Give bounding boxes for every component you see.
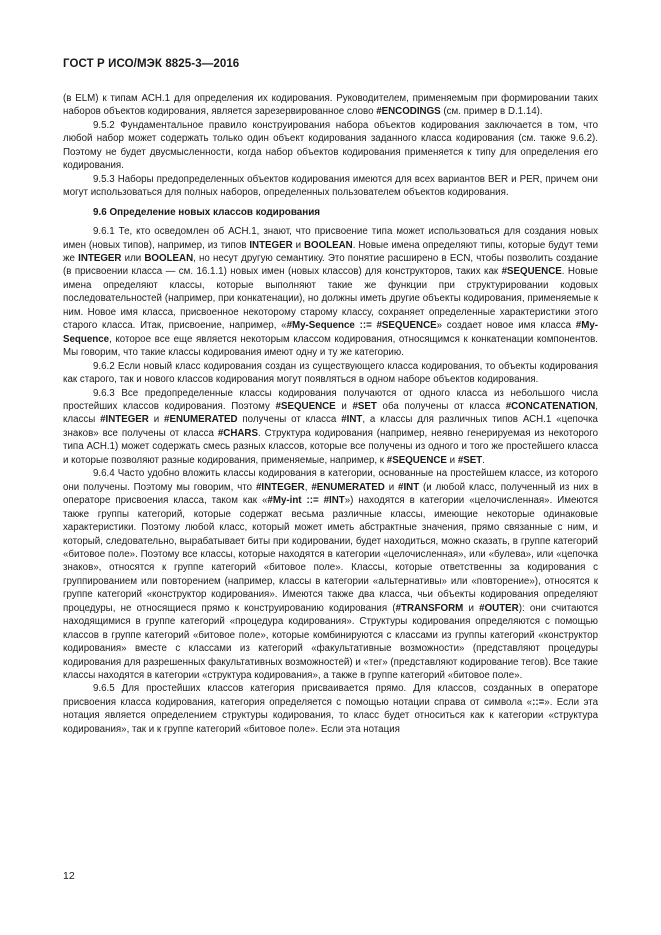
keyword-text: #ENUMERATED — [164, 414, 238, 426]
text-run: (и любой класс, полученный из них в операторе присвоения класса, таком как « — [63, 481, 598, 507]
paragraph-p964 — [63, 467, 598, 682]
text-run: . — [482, 454, 485, 466]
text-run: ». Если эта нотация является определением структуры кодирования, то класс будет относиться как к категории «структура кодирования», так и к группе категорий «битовое поле». Если эта нотация — [63, 696, 598, 735]
text-run: (в ELM) к типам АСН.1 для определения их кодирования. Руководителем, применяемым при формировании таких наборов объектов кодирования, является зарезервированное слово — [63, 93, 598, 118]
keyword-text: #CHARS — [217, 427, 258, 439]
document-header: ГОСТ Р ИСО/МЭК 8825-3—2016 — [63, 58, 240, 70]
keyword-text: #OUTER — [479, 602, 519, 614]
keyword-text: #ENCODINGS — [376, 106, 441, 118]
keyword-text: BOOLEAN — [144, 252, 194, 264]
text-run: ») находятся в категории «целочисленная». Имеются также группы категорий, которые содержат весьма различные классы, имеющие некоторые одинаковые характеристики. Поэтому любой класс, который может иметь абстрактные значения, прямо связанные с ним, и который, следовательно, вырабатывает биты при кодировании, будет находиться, можно сказать, в группе категорий «битовое поле». Поэтому все классы, которые находятся в категории «целочисленная», или «булева», или «цепочка знаков», относятся к группе категорий «битовое поле». Классы, которые ответственны за кодирования с группированием или повторением (например, классы в категории «альтернативы» или «повторение»), относятся к группе категорий «конструктор кодирования». Имеются также два класса, чьи объекты кодирования определяют процедуры, не относящиеся прямо к конструированию кодирования ( — [63, 495, 599, 614]
keyword-text: #SEQUENCE — [386, 454, 447, 466]
text-run: 9.5.2 Фундаментальное правило конструирования набора объектов кодирования заключается в том, что любой набор может содержать только один объект кодирования заданного класса кодирования (см. также 9.6.2). Поэтому не будет двусмысленности, когда набор объектов кодирования применяется к типу для определения его кодирования. — [63, 119, 598, 172]
text-run: оба получены от класса — [376, 400, 506, 412]
text-run: , классы — [63, 400, 598, 426]
keyword-text: #CONCATENATION — [505, 400, 596, 412]
keyword-text: #INT — [398, 481, 420, 493]
text-run: получены от класса — [237, 414, 342, 426]
keyword-text: #SET — [457, 454, 483, 466]
paragraph-p961 — [63, 225, 598, 360]
keyword-text: #INT — [341, 414, 363, 426]
text-run: . Структура кодирования (например, неявно генерируемая из некоторого типа АСН.1) может содержать смесь разных классов, которые все получены из одного и того же простейшего класса и которые позволяют разные кодирования, применяемые, например, к — [63, 427, 598, 466]
text-run: 9.5.3 Наборы предопределенных объектов кодирования имеются для всех вариантов BER и PER, причем они могут использоваться для полных наборов, определенных пользователем объектов кодирования. — [63, 173, 598, 199]
keyword-text: #INTEGER — [255, 481, 305, 493]
text-run: и — [463, 602, 480, 614]
keyword-text: #My-int ::= #INT — [267, 495, 345, 507]
section-heading: 9.6 Определение новых классов кодирования — [93, 206, 321, 218]
paragraphs-section-9-6 — [63, 225, 598, 736]
paragraph-p965 — [63, 682, 598, 736]
keyword-text: BOOLEAN — [303, 239, 353, 251]
paragraph-p0 — [63, 92, 598, 119]
text-run: 9.6.4 Часто удобно вложить классы кодирования в категории, основанные на простейшем классе, из которого они получены. Поэтому мы говорим, что — [63, 468, 598, 493]
text-run: или — [121, 252, 145, 264]
keyword-text: #SEQUENCE — [275, 400, 336, 412]
keyword-text: #ENUMERATED — [311, 481, 385, 493]
text-run: и — [335, 400, 353, 412]
keyword-text: #My-Sequence ::= #SEQUENCE — [286, 320, 437, 332]
keyword-text: #TRANSFORM — [395, 602, 464, 614]
text-run: . Новые имена определяют типы, которые будут теми же — [63, 239, 599, 264]
keyword-text: #SET — [352, 400, 377, 412]
keyword-text: #SEQUENCE — [501, 266, 562, 278]
text-run: » создает новое имя класса — [436, 320, 576, 332]
text-run: , а классы для различных типов АСН.1 «цепочка знаков» все получены от класса — [63, 414, 598, 439]
paragraph-p953 — [63, 173, 598, 200]
text-run: 9.6.2 Если новый класс кодирования создан из существующего класса кодирования, то объекты кодирования как старого, так и нового классов кодирования могут появляться в одном наборе объектов кодирования. — [63, 360, 598, 386]
text-run: 9.6.5 Для простейших классов категория присваивается прямо. Для классов, созданных в операторе присвоения класса кодирования, категория определяется с помощью нотации справа от символа « — [63, 683, 598, 708]
text-run: ): они считаются находящимися в группе категорий «процедура кодирования». Структуры кодирования определяются с помощью классов в группе категорий «битовое поле», которые комбинируются с классами из группы категорий «конструктор кодирования» вместе с классами из категорий «факультативные возможности» (представляют процедуры кодирования для разрешенных факультативных возможностей) и «тег» (представляют кодирование тегов). Все такие классы находятся в категории «структура кодирования», а также в группе категорий «битовое поле». — [63, 602, 598, 682]
paragraph-p962 — [63, 360, 598, 387]
paragraph-p952 — [63, 119, 598, 173]
text-run: , но несут другую семантику. Это понятие расширено в ECN, чтобы позволить создание (в присвоении класса — см. 16.1.1) новых имен (новых классов) для конструкторов, таких как — [63, 252, 599, 278]
text-run: и — [292, 239, 304, 251]
page-number: 12 — [63, 870, 75, 882]
text-run: и — [446, 454, 458, 466]
text-run: , которое все еще является некоторым классом кодирования, относящимся к конкатенации компонентов. Мы говорим, что такие классы кодирования имеют одну и ту же категорию. — [63, 333, 598, 359]
text-run: (см. пример в D.1.14). — [440, 106, 543, 118]
keyword-text: #My-Sequence — [63, 320, 598, 345]
keyword-text: INTEGER — [78, 252, 122, 264]
paragraph-p963 — [63, 387, 598, 468]
document-body — [63, 92, 598, 736]
keyword-text: INTEGER — [249, 239, 293, 251]
paragraphs-section-9-5 — [63, 92, 598, 200]
text-run: и — [148, 414, 165, 426]
text-run: 9.6.3 Все предопределенные классы кодирования получаются от одного класса из небольшого числа простейших классов кодирования. Поэтому — [63, 387, 598, 412]
text-run: . Новые имена определяют классы, которые выполняют такие же функции при структурировании кодовых последовательностей (например, при конкатенации), но должны иметь другие объекты кодирования, применяемые к ним. Новое имя класса, присвоенное некоторому старому классу, сохраняет определенные характеристики этого старого класса. Итак, присвоение, например, « — [63, 266, 598, 332]
text-run: 9.6.1 Те, кто осведомлен об АСН.1, знают, что присвоение типа может использоваться для создания новых имен (новых типов), например, из типов — [63, 226, 598, 251]
text-run: и — [384, 481, 399, 493]
keyword-text: ::= — [532, 696, 545, 708]
text-run: , — [304, 481, 312, 493]
keyword-text: #INTEGER — [100, 414, 149, 426]
